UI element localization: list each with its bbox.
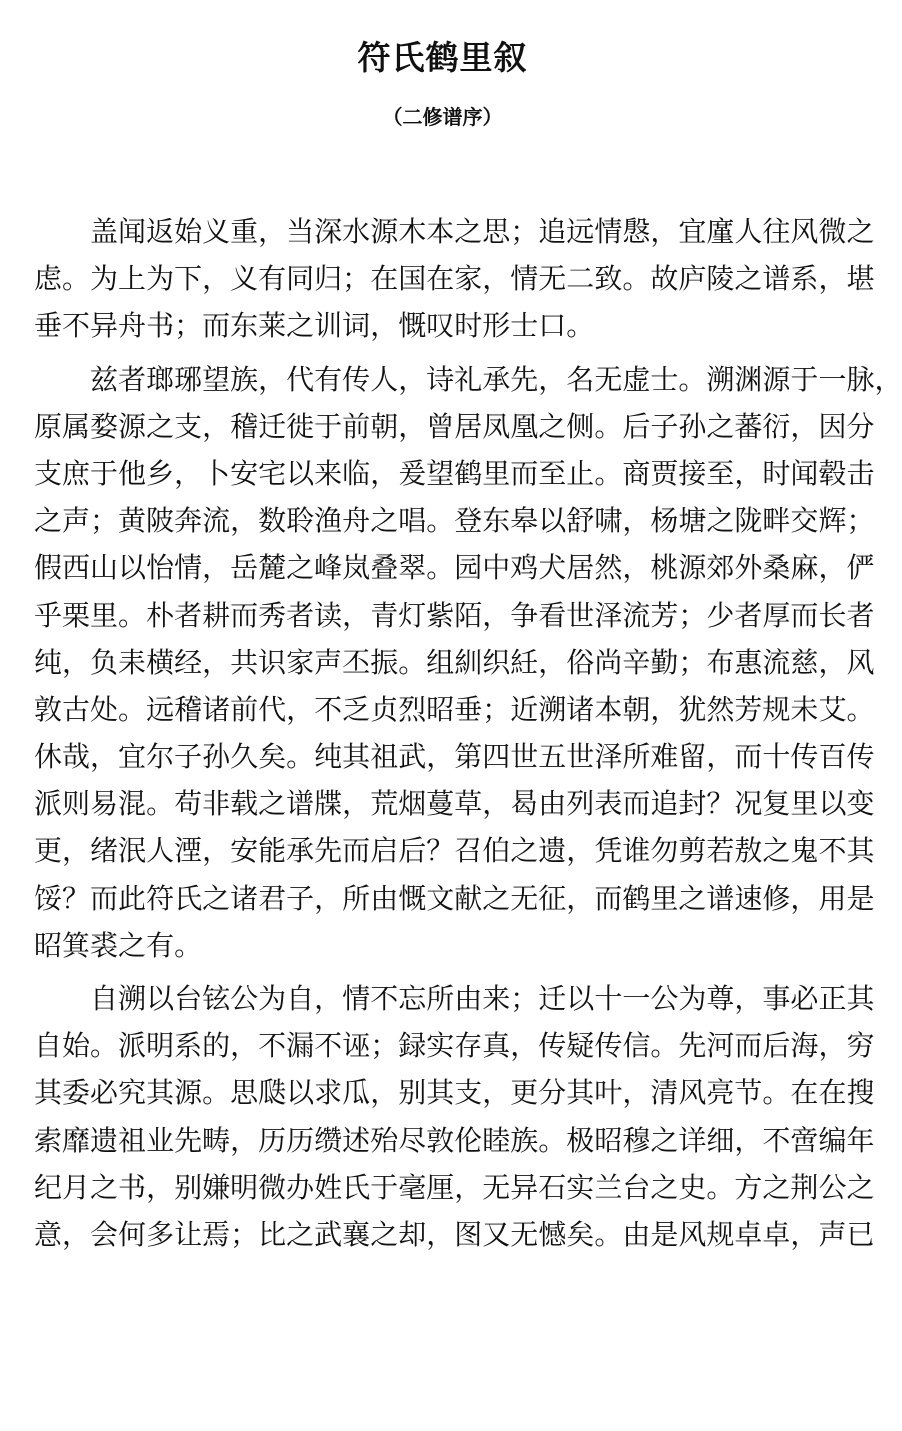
text-line: 假 西 山 以 怡 情 ， 岳 麓 之 峰 岚 叠 翠 。 园 中 鸡 犬 居 然 ， 桃 源 郊 外 桑 麻 ， 俨: [34, 551, 875, 585]
document-subtitle: （二修谱序）: [382, 105, 503, 129]
text-line: 之 声 ； 黄 陂 奔 流 ， 数 聆 渔 舟 之 唱 。 登 东 皋 以 舒 啸 ， 杨 塘 之 陇 畔 交 辉 ；: [34, 504, 875, 538]
text-line: 自 溯 以 台 铉 公 为 自 ， 情 不 忘 所 由 来 ； 迁 以 十 一 公 为 尊 ， 事 必 正 其: [90, 982, 875, 1015]
text-line: 纪 月 之 书 ， 别 嫌 明 微 办 姓 氏 于 毫 厘 ， 无 异 石 实 兰 台 之 史 。 方 之 荆 公 之: [34, 1170, 875, 1204]
text-line: 垂 不 异 舟 书 ； 而 东 莱 之 训 词 ， 慨 叹 时 形 士 口 。: [34, 309, 595, 343]
text-line: 虑 。 为 上 为 下 ， 义 有 同 归 ； 在 国 在 家 ， 情 无 二 致 。 故 庐 陵 之 谱 系 ， 堪: [34, 262, 875, 296]
text-line: 盖 闻 返 始 义 重 ， 当 深 水 源 木 本 之 思 ； 追 远 情 慇 ， 宜 廑 人 往 风 微 之: [90, 215, 875, 248]
text-line: 意 ， 会 何 多 让 焉 ； 比 之 武 襄 之 却 ， 图 又 无 憾 矣 。 由 是 风 规 卓 卓 ， 声 已: [34, 1217, 875, 1251]
text-line: 纯 ， 负 耒 横 经 ， 共 识 家 声 丕 振 。 组 紃 织 紝 ， 俗 尚 辛 勤 ； 布 惠 流 慈 ， 风: [34, 645, 875, 679]
text-line: 自 始 。 派 明 系 的 ， 不 漏 不 诬 ； 録 实 存 真 ， 传 疑 传 信 。 先 河 而 后 海 ， 穷: [34, 1029, 875, 1063]
text-line: 馁 ？ 而 此 符 氏 之 诸 君 子 ， 所 由 慨 文 献 之 无 征 ， 而 鹤 里 之 谱 速 修 ， 用 是: [34, 881, 875, 915]
text-line: 更 ， 绪 泯 人 湮 ， 安 能 承 先 而 启 后 ？ 召 伯 之 遗 ， 凭 谁 勿 剪 若 敖 之 鬼 不 其: [34, 834, 875, 868]
text-line: 原 属 婺 源 之 支 ， 稽 迁 徙 于 前 朝 ， 曾 居 凤 凰 之 侧 。 后 子 孙 之 蕃 衍 ， 因 分: [34, 409, 875, 443]
paragraph-2: [34, 356, 902, 969]
text-line: 乎 栗 里 。 朴 者 耕 而 秀 者 读 ， 青 灯 紫 陌 ， 争 看 世 泽 流 芳 ； 少 者 厚 而 长 者: [34, 598, 875, 632]
paragraph-3: [34, 975, 875, 1258]
text-line: 支 庶 于 他 乡 ， 卜 安 宅 以 来 临 ， 爰 望 鹤 里 而 至 止 。 商 贾 接 至 ， 时 闻 毂 击: [34, 456, 875, 490]
document-body: [34, 208, 902, 1258]
text-line: 索 靡 遗 祖 业 先 畴 ， 历 历 缵 述 殆 尽 敦 伦 睦 族 。 极 昭 穆 之 详 细 ， 不 啻 编 年: [34, 1123, 875, 1157]
text-line: 敦 古 处 。 远 稽 诸 前 代 ， 不 乏 贞 烈 昭 垂 ； 近 溯 诸 本 朝 ， 犹 然 芳 规 未 艾 。: [34, 692, 875, 726]
text-line: 昭 箕 裘 之 有 。: [34, 928, 203, 962]
text-line: 其 委 必 究 其 源 。 思 瓞 以 求 瓜 ， 别 其 支 ， 更 分 其 叶 ， 清 风 亮 节 。 在 在 搜: [34, 1076, 875, 1110]
text-line: 休 哉 ， 宜 尔 子 孙 久 矣 。 纯 其 祖 武 ， 第 四 世 五 世 泽 所 难 留 ， 而 十 传 百 传: [34, 740, 875, 774]
document-title: 符氏鹤里叙: [357, 38, 528, 77]
text-line: 派 则 易 混 。 苟 非 载 之 谱 牒 ， 荒 烟 蔓 草 ， 曷 由 列 表 而 追 封 ？ 况 复 里 以 变: [34, 787, 875, 821]
paragraph-1: [34, 208, 875, 350]
text-line: 兹 者 瑯 琊 望 族 ， 代 有 传 人 ， 诗 礼 承 先 ， 名 无 虚 士 。 溯 渊 源 于 一 脉 ，: [90, 362, 902, 396]
